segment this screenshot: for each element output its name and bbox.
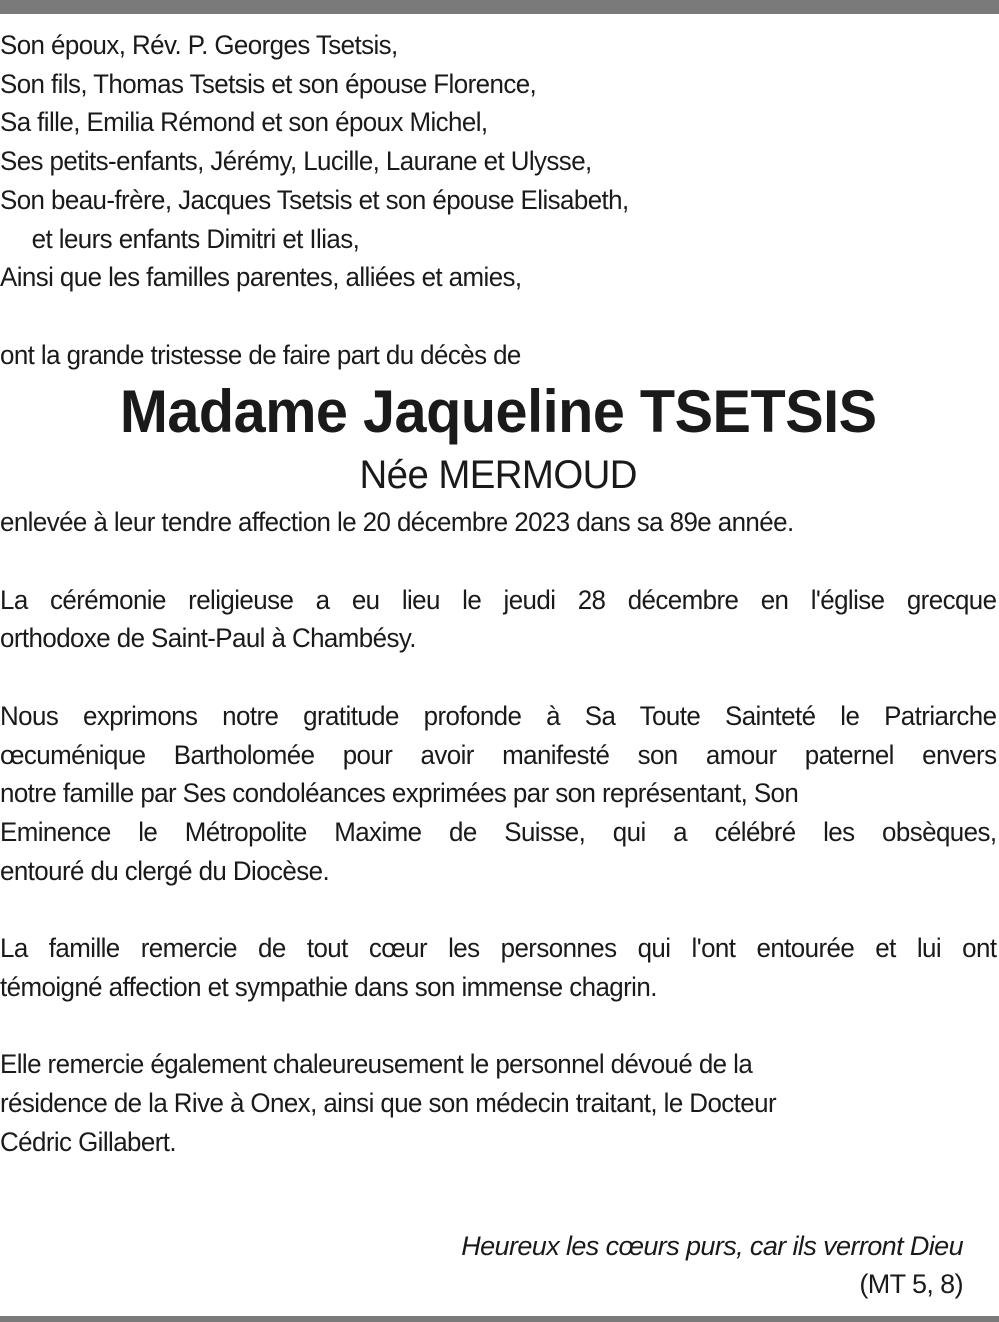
family-line-spouse: Son époux, Rév. P. Georges Tsetsis, (0, 30, 398, 60)
obituary-body (0, 26, 996, 1161)
spacer (0, 890, 996, 929)
top-rule (0, 0, 999, 14)
announcement-text: ont la grande tristesse de faire part du décès de (0, 339, 521, 370)
spacer (0, 658, 996, 697)
ceremony-line: La cérémonie religieuse a eu lieu le jeudi 28 décembre en l'église grecque (0, 584, 997, 615)
family-line-brother-in-law: Son beau-frère, Jacques Tsetsis et son épouse Elisabeth, (0, 184, 629, 215)
passing-line: enlevée à leur tendre affection le 20 décembre 2023 dans sa 89e année. (0, 507, 794, 538)
gratitude-paragraph (0, 697, 996, 891)
bible-verse (461, 1227, 963, 1303)
verse-quote: Heureux les cœurs purs, car ils verront Dieu (461, 1231, 963, 1261)
family-thanks-line: témoigné affection et sympathie dans son immense chagrin. (0, 971, 657, 1002)
gratitude-line: entouré du clergé du Diocèse. (0, 855, 330, 886)
gratitude-line: notre famille par Ses condoléances exprimées par son représentant, Son (0, 778, 799, 809)
staff-thanks-line: résidence de la Rive à Onex, ainsi que son médecin traitant, le Docteur (0, 1087, 777, 1118)
verse-reference: (MT 5, 8) (859, 1269, 963, 1299)
spacer (0, 297, 996, 336)
deceased-name: Madame Jaqueline TSETSIS (119, 378, 877, 446)
ceremony-line: orthodoxe de Saint-Paul à Chambésy. (0, 623, 416, 654)
maiden-name: Née MERMOUD (359, 453, 637, 498)
gratitude-line: Nous exprimons notre gratitude profonde à Sa Toute Sainteté le Patriarche (0, 700, 997, 731)
ceremony-paragraph (0, 581, 996, 658)
spacer (0, 542, 996, 581)
gratitude-line: Eminence le Métropolite Maxime de Suisse, qui a célébré les obsèques, (0, 816, 997, 847)
family-thanks-line: La famille remercie de tout cœur les personnes qui l'ont entourée et lui ont (0, 933, 997, 963)
family-line-son: Son fils, Thomas Tsetsis et son épouse Florence, (0, 68, 537, 99)
family-line-grandchildren: Ses petits-enfants, Jérémy, Lucille, Laurane et Ulysse, (0, 146, 592, 177)
spacer (0, 1006, 996, 1045)
family-line-daughter: Sa fille, Emilia Rémond et son époux Michel, (0, 107, 488, 138)
family-line-relatives: Ainsi que les familles parentes, alliées et amies, (0, 262, 522, 293)
gratitude-line: œcuménique Bartholomée pour avoir manifesté son amour paternel envers (0, 739, 997, 770)
family-list (0, 26, 996, 297)
staff-thanks-line: Elle remercie également chaleureusement le personnel dévoué de la (0, 1049, 753, 1080)
staff-thanks-paragraph (0, 1045, 996, 1161)
family-line-nephews: et leurs enfants Dimitri et Ilias, (31, 223, 360, 254)
family-thanks-paragraph (0, 929, 996, 1006)
bottom-rule (0, 1316, 999, 1322)
staff-thanks-line: Cédric Gillabert. (0, 1126, 177, 1157)
